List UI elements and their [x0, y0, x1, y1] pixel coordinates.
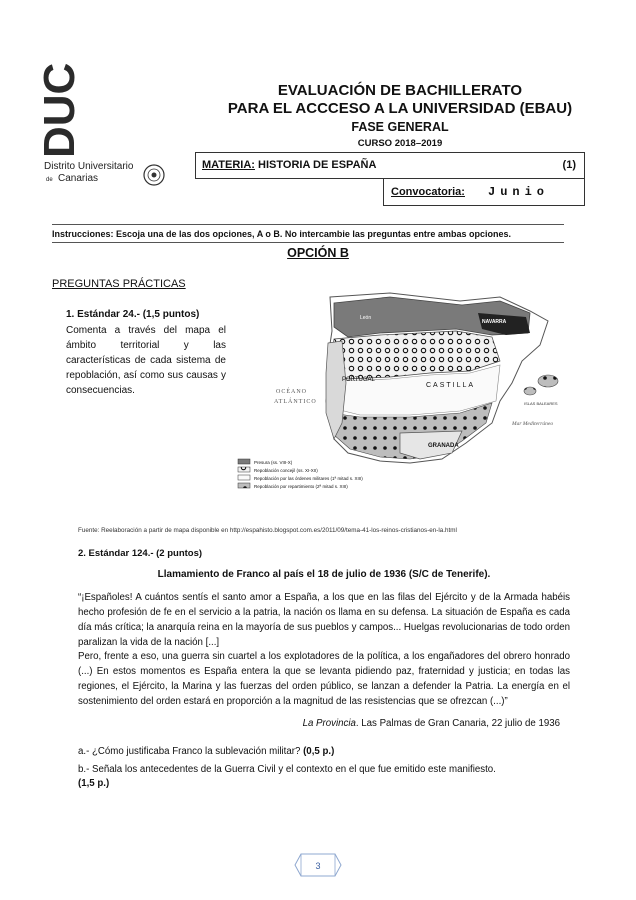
legend-item-3: Repoblación por las órdenes militares (1ª mitad s. XIII) — [254, 476, 363, 481]
map-legend — [238, 459, 363, 489]
materia-value: HISTORIA DE ESPAÑA — [258, 159, 377, 171]
map-label-navarra: NAVARRA — [482, 319, 507, 325]
page-number-wrap — [293, 852, 343, 878]
divider-bottom — [52, 242, 564, 243]
document-paragraph-2: Pero, frente a eso, una guerra sin cuartel a los explotadores de la política, a los engañadores del obrero honrado (...) En estos momentos es España entera la que se levanta pidiendo paz, fraternidad y justicia; en todas las regiones, el Ejército, la Marina y las fuerzas del orden público, se lanzan a defender la Patria. La energía en el sostenimiento del orden estará en proporción a la magnitud de las resistencias que se ofrezcan (...)” — [78, 651, 570, 707]
question-a — [78, 746, 334, 757]
legend-item-1: Presura (ss. VIII-X) — [254, 460, 293, 465]
logo-seal-icon — [144, 165, 164, 185]
header-fase: FASE GENERAL — [351, 120, 449, 134]
question-b-text: b.- Señala los antecedentes de la Guerra Civil y el contexto en el que fue emitido este manifiesto. — [78, 764, 496, 775]
citation-rest: . Las Palmas de Gran Canaria, 22 julio de 1936 — [355, 718, 560, 729]
document-title: Llamamiento de Franco al país el 18 de julio de 1936 (S/C de Tenerife). — [157, 569, 491, 580]
citation-source: La Provincia — [302, 718, 356, 729]
page-number: 3 — [315, 861, 321, 871]
header-title-line1: EVALUACIÓN DE BACHILLERATO — [277, 82, 523, 99]
logo-big-letters: DUC — [35, 62, 84, 158]
map-source: Fuente: Reelaboración a partir de mapa disponible en http://espahisto.blogspot.com.es/2011/09/tema-41-los-reinos-cristianos-en-la.html — [78, 527, 457, 534]
map-label-granada: GRANADA — [428, 443, 459, 449]
instructions: Instrucciones: Escoja una de las dos opciones, A o B. No intercambie las preguntas entre ambas opciones. — [52, 229, 511, 239]
materia-label: MATERIA: — [202, 159, 255, 171]
materia-label-group — [202, 159, 376, 171]
question-b — [78, 763, 570, 791]
materia-box — [195, 152, 585, 179]
document-citation — [78, 718, 560, 729]
convocatoria-box — [383, 179, 585, 206]
q1-title: 1. Estándar 24.- (1,5 puntos) — [66, 309, 200, 320]
question-a-points: (0,5 p.) — [303, 746, 335, 757]
header-curso: CURSO 2018–2019 — [357, 138, 443, 149]
q1-text: Comenta a través del mapa el ámbito territorial y las características de cada sistema de repoblación, así como sus causas y consecuencias. — [66, 325, 226, 396]
materia-number: (1) — [562, 159, 576, 171]
question-b-points: (1,5 p.) — [78, 778, 110, 789]
logo-line2: Canarias — [58, 173, 99, 184]
section-title: PREGUNTAS PRÁCTICAS — [52, 278, 186, 290]
option-title: OPCIÓN B — [287, 246, 349, 260]
convocatoria-value: Junio — [488, 185, 550, 199]
map-label-oceano: OCÉANO — [276, 389, 307, 395]
convocatoria-label: Convocatoria: — [391, 186, 465, 198]
baleares-island-2 — [524, 387, 536, 395]
logo-line1: Distrito Universitario — [44, 161, 134, 172]
map-label-atlantico: ATLÁNTICO — [274, 399, 317, 405]
iberia-repopulation-map — [230, 283, 592, 521]
map-label-mar: Mar Mediterráneo — [512, 421, 554, 427]
legend-item-4: Repoblación por repartimiento (2ª mitad s. XIII) — [254, 484, 348, 489]
map-label-castilla: CASTILLA — [426, 382, 476, 389]
q2-title: 2. Estándar 124.- (2 puntos) — [78, 548, 203, 559]
question-a-text: a.- ¿Cómo justificaba Franco la sublevación militar? — [78, 746, 301, 757]
logo-line2-prefix: de — [46, 177, 53, 183]
document-paragraph-1: “¡Españoles! A cuántos sentís el santo amor a España, a los que en las filas del Ejército y de la Armada habéis hecho profesión de fe en el servicio a la patria, la nación os llama en su defensa. La situación de España es cada día más crítica; la anarquía reina en la mayoría de sus pueblos y campos... Huelgas revolucionarias de todo orden paralizan la vida de la nación [...] — [78, 592, 570, 648]
legend-item-2: Repoblación concejil (ss. XI-XII) — [254, 468, 318, 473]
baleares-island-1 — [538, 375, 558, 387]
header-title-line2: PARA EL ACCCESO A LA UNIVERSIDAD (EBAU) — [227, 100, 573, 117]
map-label-leon: León — [360, 315, 372, 321]
map-label-portugal: PORTUGAL — [342, 377, 375, 383]
map-label-baleares: ISLAS BALEARES — [524, 401, 558, 406]
duc-logo — [35, 62, 174, 196]
divider-top — [52, 224, 564, 225]
